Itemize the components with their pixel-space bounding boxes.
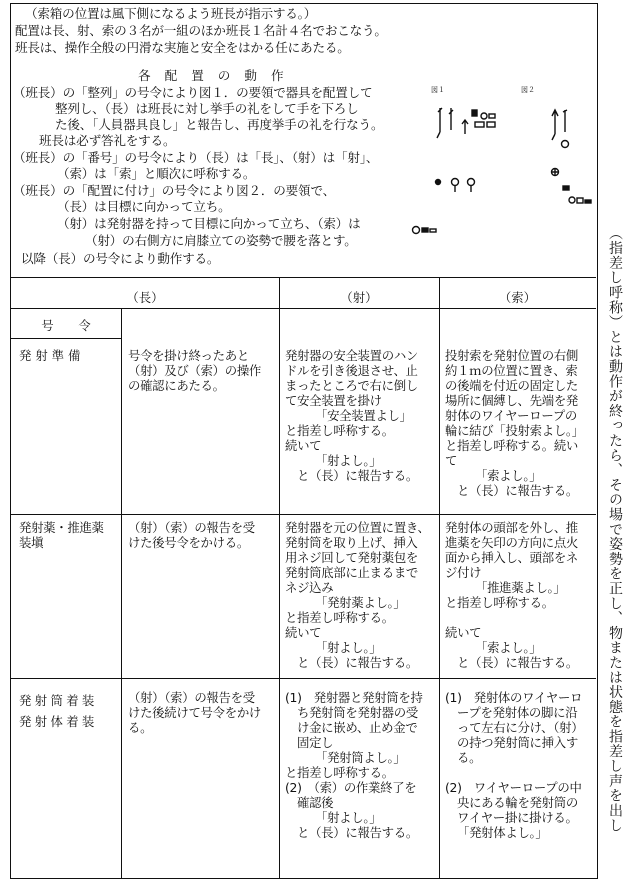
intro-line: （射）は発射器を持って目標に向かって立ち、（索）は xyxy=(57,216,361,231)
procedure-table xyxy=(11,278,596,878)
intro-line: 班長は必ず答礼をする。 xyxy=(39,133,176,148)
row-2-cho: （射）（索）の報告を受 けた後号令をかける。 xyxy=(128,520,255,550)
intro-line: （班長）の「整列」の号令により図１．の要領で器具を配置して xyxy=(13,85,373,100)
column-header-sha: （射） xyxy=(340,290,378,305)
figure-2-diagram xyxy=(521,82,595,254)
row-3-cho: （射）（索）の報告を受 けた後続けて号令をかけ る。 xyxy=(128,690,261,735)
intro-line: 整列し、（長）は班長に対し挙手の礼をして手を下ろし xyxy=(55,101,359,116)
procedure-sheet xyxy=(10,3,598,879)
row-1-saku: 投射索を発射位置の右側 約１ｍの位置に置き、索 の後端を付近の固定した 場所に個縛し、先端を発 射体のワイヤーロープの 輪に結び「投射索よし。」 と指差し呼称する。続い て 「索よし。」 と（長）に報告する。 xyxy=(445,348,584,498)
intro-line: た後、「人員器具良し」と報告し、再度挙手の礼を行なう。 xyxy=(55,117,384,132)
intro-note: （索箱の位置は風下側になるよう班長が指示する。） xyxy=(25,6,317,21)
margin-note: （指差し呼称）とは動作が終ったら、その場で姿勢を正し、物または状態を指差し声を出し xyxy=(607,226,623,833)
command-label: 発 射 準 備 xyxy=(19,348,81,363)
command-label: 発 射 筒 着 装 発 射 体 着 装 xyxy=(19,693,95,729)
row-1-cho: 号令を掛け終ったあと （射）及び（索）の操作 の確認にあたる。 xyxy=(128,348,261,393)
figure-2 xyxy=(521,82,595,254)
intro-line: （班長）の「番号」の号令により（長）は「長」、（射）は「射」、 xyxy=(13,150,379,165)
figure-2-label: 図２ xyxy=(521,86,535,94)
figure-1-label: 図１ xyxy=(431,86,445,94)
intro-line: （射）の右側方に肩膝立ての姿勢で腰を落とす。 xyxy=(85,233,357,248)
section-heading: 各 配 置 の 動 作 xyxy=(138,68,289,83)
intro-section xyxy=(11,4,596,278)
row-3-saku: (1) 発射体のワイヤーロ ープを発射体の脚に沿 って左右に分け、（射） の持つ発射筒に挿入す る。 (2) ワイヤーロープの中 央にある輪を発射筒の ワイヤー掛に掛ける。 「発射体よし。」 xyxy=(445,690,584,840)
intro-line: 班長は、操作全般の円滑な実施と安全をはかる任にあたる。 xyxy=(15,40,350,55)
intro-line: （長）は目標に向かって立ち。 xyxy=(57,199,231,214)
row-2-saku: 発射体の頭部を外し、推 進薬を矢印の方向に点火 面から挿入し、頭部をネ ジ付け 「推進薬よし。」 と指差し呼称する。 続いて 「索よし。」 と（長）に報告する。 xyxy=(445,520,578,670)
row-3-sha: (1) 発射器と発射筒を持 ち発射筒を発射器の受 け金に嵌め、止め金で 固定し 「発射筒よし。」 と指差し呼称する。 (2) （索）の作業終了を 確認後 「射よし。」 と（長）に報告する。 xyxy=(285,690,423,840)
row-2-sha: 発射器を元の位置に置き、 発射筒を取り上げ、挿入 用ネジ回して発射薬包を 発射筒底部に止まるまで ネジ込み 「発射薬よし。」 と指差し呼称する。 続いて 「射よし。」 と（長）に報告する。 xyxy=(285,520,430,670)
intro-line: （索）は「索」と順次に呼称する。 xyxy=(57,166,256,181)
intro-line: （班長）の「配置に付け」の号令により図２．の要領で、 xyxy=(13,183,335,198)
intro-line: 配置は長、射、索の３名が一組のほか班長１名計４名でおこなう。 xyxy=(15,23,387,38)
column-header-saku: （索） xyxy=(498,290,537,305)
row-1-sha: 発射器の安全装置のハン ドルを引き後退させ、止 まったところで右に倒し て安全装置を掛け 「安全装置よし」 と指差し呼称する。 続いて 「射よし。」 と（長）に報告する。 xyxy=(285,348,418,483)
command-header: 号 令 xyxy=(41,318,91,333)
command-label: 発射薬・推進薬 装塡 xyxy=(19,520,104,550)
intro-line: 以降（長）の号令により動作する。 xyxy=(21,251,220,266)
column-header-cho: （長） xyxy=(126,290,164,305)
figure-2-extra xyxy=(401,82,475,254)
